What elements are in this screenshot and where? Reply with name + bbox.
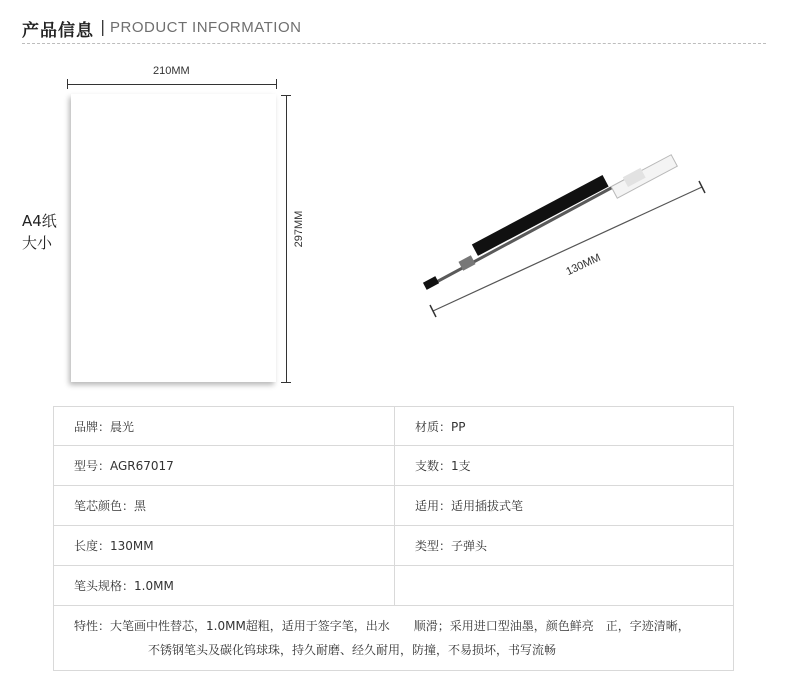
spec-material: 材质：PP (395, 407, 734, 446)
spec-brand: 品牌：晨光 (54, 407, 395, 446)
height-dimension-tick-top (281, 95, 291, 96)
spec-empty-cell (395, 566, 734, 606)
spec-row (54, 566, 734, 606)
a4-size-label (22, 210, 57, 254)
section-title-en: PRODUCT INFORMATION (110, 19, 302, 36)
spec-row (54, 526, 734, 566)
section-header (22, 16, 766, 42)
spec-table (53, 406, 734, 671)
height-dimension-tick-bottom (281, 382, 291, 383)
spec-model: 型号：AGR67017 (54, 446, 395, 486)
spec-row (54, 446, 734, 486)
spec-tip-size: 笔头规格：1.0MM (54, 566, 395, 606)
height-dimension-label: 297MM (293, 210, 305, 248)
width-dimension-tick-right (276, 79, 277, 89)
width-dimension-label: 210MM (153, 65, 190, 77)
spec-row (54, 486, 734, 526)
spec-row-features (54, 606, 734, 671)
pen-refill-image (423, 155, 677, 290)
width-dimension-tick-left (67, 79, 68, 89)
spec-features-line2: 不锈钢笔头及碳化钨球珠，持久耐磨、经久耐用，防撞，不易损坏，书写流畅 (148, 643, 557, 657)
spec-applicable: 适用：适用插拔式笔 (395, 486, 734, 526)
spec-length: 长度：130MM (54, 526, 395, 566)
a4-size-label-line1: A4纸 (22, 212, 57, 230)
height-dimension-line (286, 96, 287, 382)
spec-type: 类型：子弹头 (395, 526, 734, 566)
a4-size-label-line2: 大小 (22, 234, 53, 252)
section-title-cn: 产品信息 (22, 21, 94, 41)
title-separator: | (100, 17, 106, 36)
spec-count: 支数：1支 (395, 446, 734, 486)
pen-length-label: 130MM (564, 251, 603, 279)
spec-features-line1: 特性：大笔画中性替芯，1.0MM超粗，适用于签字笔，出水 顺滑；采用进口型油墨，颜色鲜亮 正，字迹清晰， (74, 619, 690, 633)
spec-features (54, 606, 734, 671)
a4-paper-illustration (71, 94, 276, 382)
spec-refill-color: 笔芯颜色：黑 (54, 486, 395, 526)
spec-row (54, 407, 734, 446)
header-divider (22, 43, 766, 44)
width-dimension-line (67, 84, 277, 85)
pen-refill-illustration (420, 150, 720, 330)
